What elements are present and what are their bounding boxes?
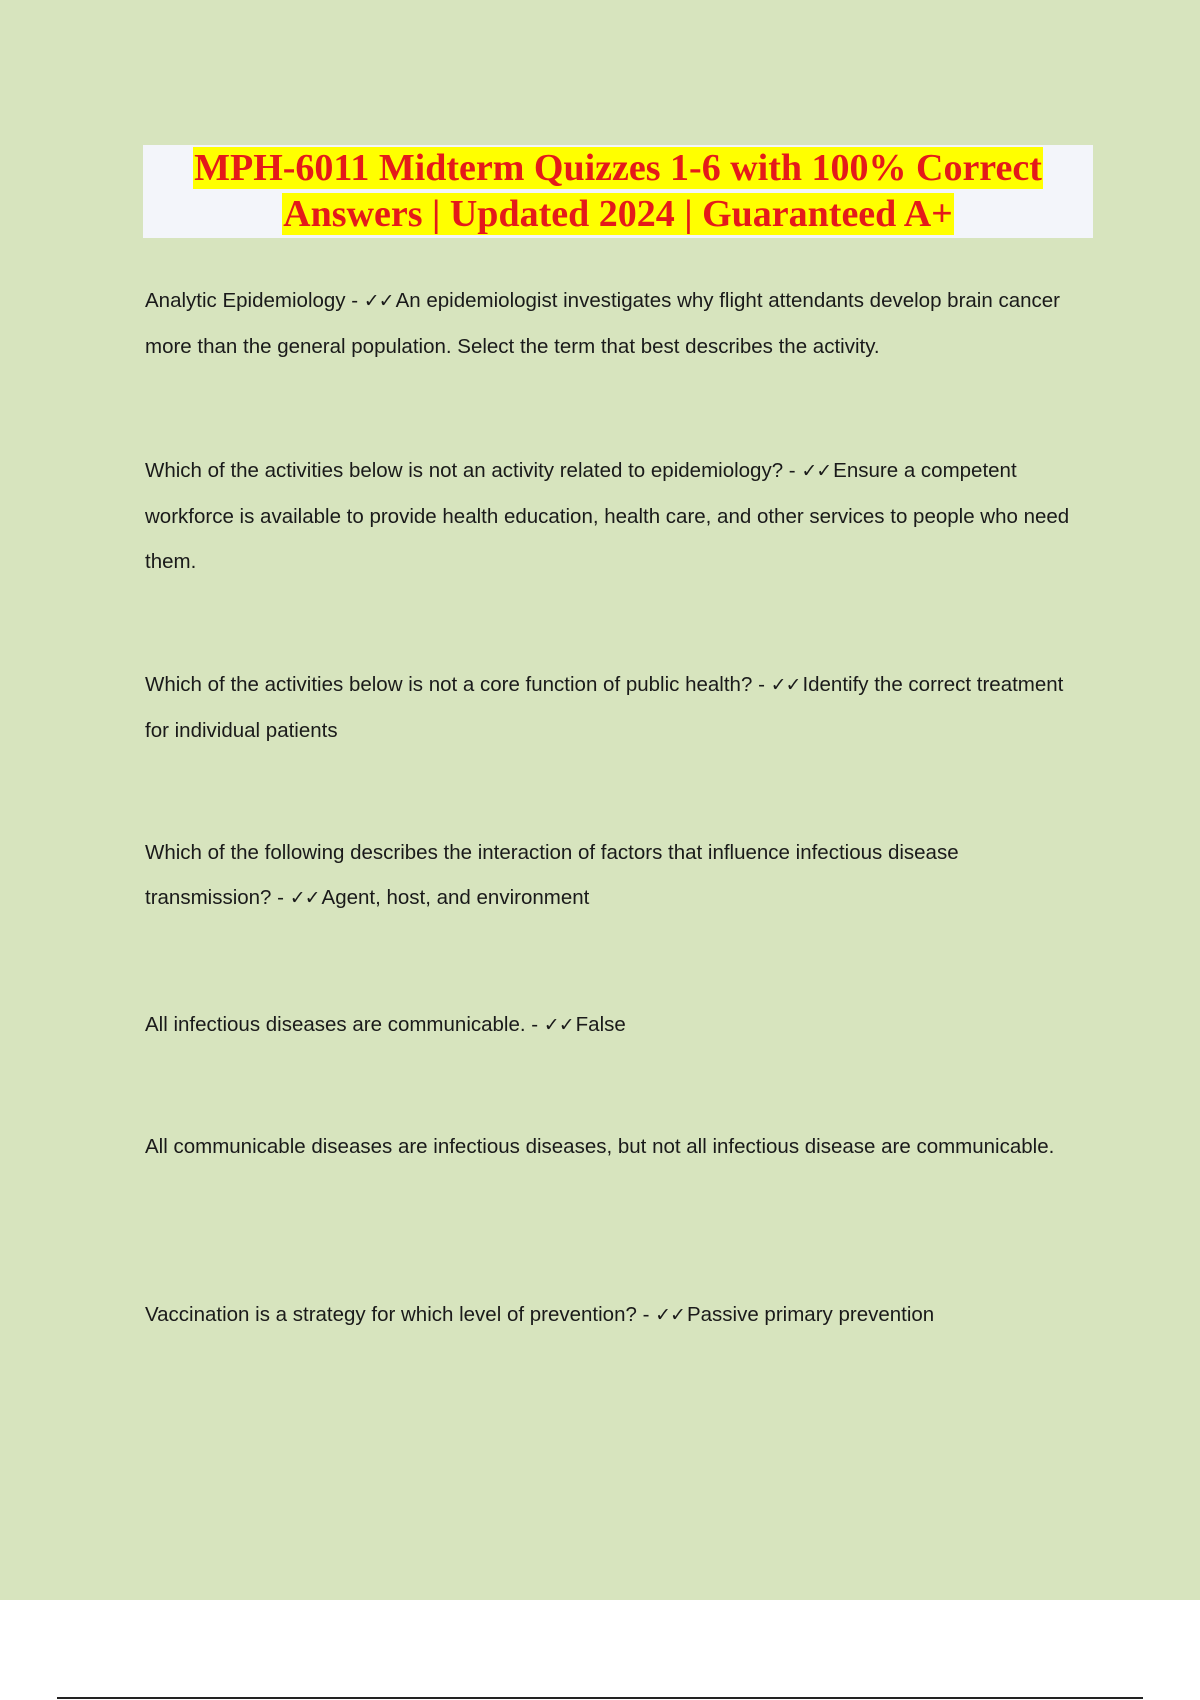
statement-text: All communicable diseases are infectious diseases, but not all infectious disease are communicable. <box>145 1135 1055 1158</box>
qa-item-7 <box>145 1292 1085 1338</box>
question-text: Which of the following describes the interaction of factors that influence infectious disease transmission? <box>145 841 959 909</box>
answer-text: Identify the correct treatment for individual patients <box>145 673 1064 742</box>
separator: - <box>525 1013 544 1036</box>
question-text: Which of the activities below is not a core function of public health? <box>145 673 753 696</box>
title-banner <box>143 145 1093 238</box>
separator: - <box>345 289 364 312</box>
double-check-icon: ✓✓ <box>770 674 801 696</box>
title-line-2-text: Answers | Updated 2024 | Guaranteed A+ <box>283 193 953 235</box>
qa-item-4 <box>145 830 1085 921</box>
question-text: Which of the activities below is not an activity related to epidemiology? <box>145 459 784 482</box>
separator: - <box>783 459 802 482</box>
footer-divider <box>57 1697 1143 1699</box>
double-check-icon: ✓✓ <box>655 1304 685 1326</box>
qa-item-6 <box>145 1124 1085 1169</box>
qa-item-3 <box>145 662 1085 753</box>
qa-item-5 <box>145 1002 1085 1048</box>
title-line-1-text: MPH-6011 Midterm Quizzes 1-6 with 100% Correct <box>194 147 1042 189</box>
question-text: All infectious diseases are communicable. <box>145 1013 526 1036</box>
double-check-icon: ✓✓ <box>289 887 320 909</box>
qa-item-2 <box>145 448 1085 584</box>
double-check-icon: ✓✓ <box>543 1014 574 1036</box>
answer-text: Passive primary prevention <box>686 1303 935 1326</box>
answer-text: An epidemiologist investigates why flight attendants develop brain cancer more than the general population. Select the term that best describes the activity. <box>145 289 1060 358</box>
separator: - <box>636 1303 656 1326</box>
separator: - <box>752 673 771 696</box>
question-text: Analytic Epidemiology <box>145 289 346 312</box>
answer-text: Agent, host, and environment <box>321 886 590 909</box>
qa-item-1 <box>145 278 1085 369</box>
title-line-1 <box>143 145 1093 191</box>
answer-text: False <box>575 1013 626 1036</box>
answer-text: Ensure a competent workforce is available to provide health education, health care, and other services to people who need them. <box>145 459 1070 573</box>
title-line-2 <box>143 191 1093 237</box>
double-check-icon: ✓✓ <box>363 290 394 312</box>
question-text: Vaccination is a strategy for which level of prevention? <box>145 1303 637 1326</box>
double-check-icon: ✓✓ <box>801 460 832 482</box>
separator: - <box>271 886 290 909</box>
